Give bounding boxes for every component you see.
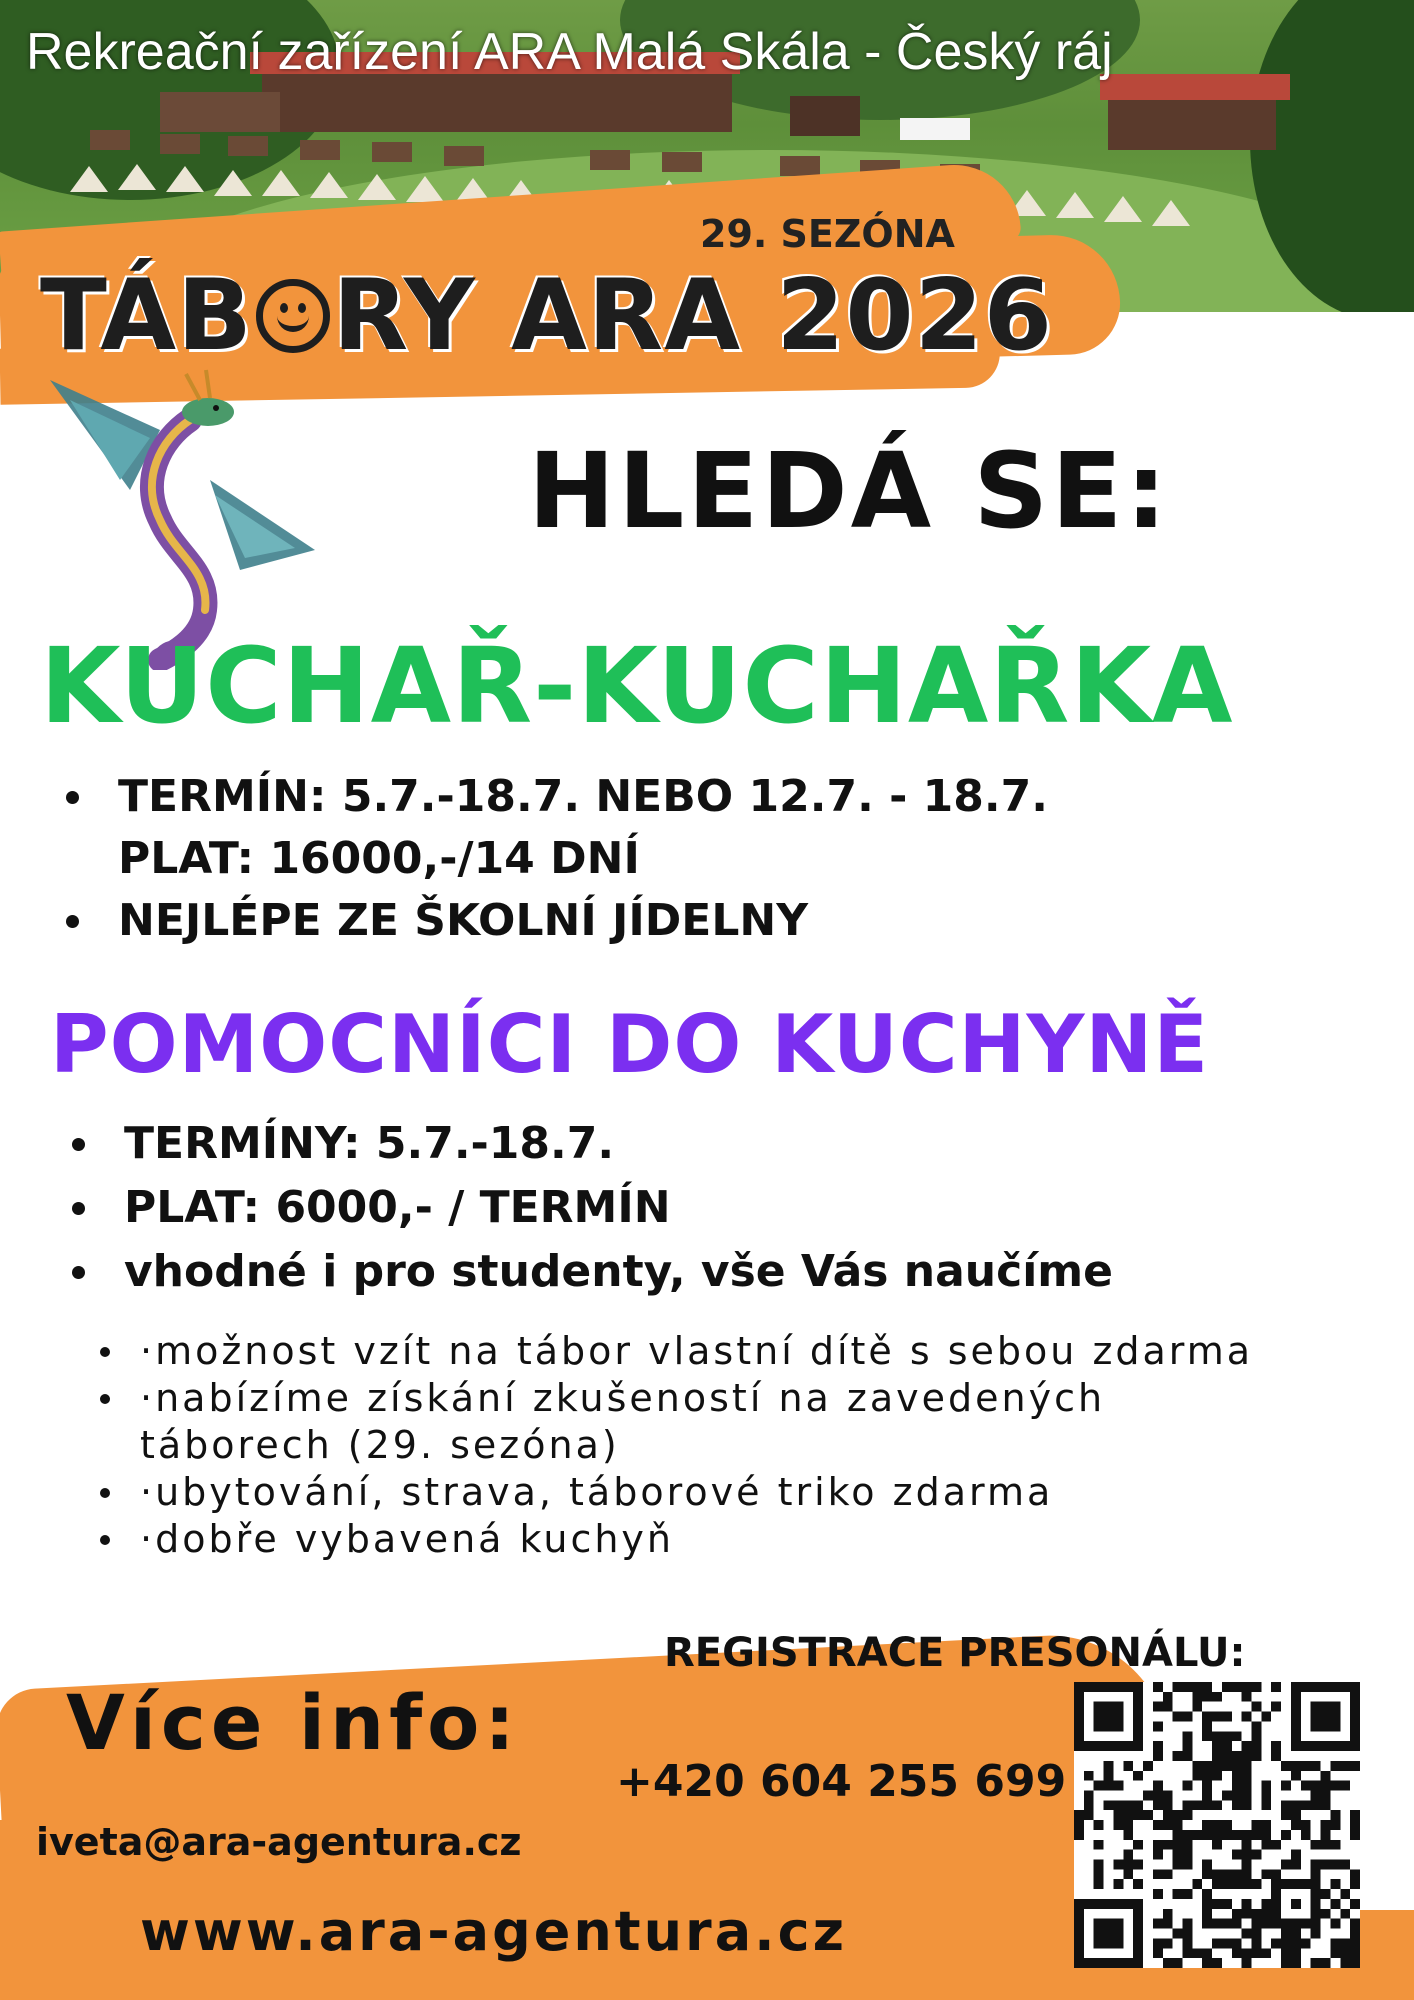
helpers-students-item: vhodné i pro studenty, vše Vás naučíme <box>72 1240 1113 1304</box>
more-info-heading: Více info: <box>66 1678 520 1767</box>
benefit-item: ·možnost vzít na tábor vlastní dítě s sebou zdarma <box>100 1328 1253 1375</box>
main-title <box>40 259 1053 373</box>
cook-preference-item: NEJLÉPE ZE ŠKOLNÍ JÍDELNY <box>66 890 1048 952</box>
helpers-term-item: TERMÍNY: 5.7.-18.7. <box>72 1112 1113 1176</box>
dragon-illustration <box>10 360 320 670</box>
helpers-title: POMOCNÍCI DO KUCHYNĚ <box>50 998 1210 1091</box>
benefits-list <box>100 1328 1253 1563</box>
registration-label: REGISTRACE PRESONÁLU: <box>664 1630 1246 1676</box>
cook-term-item: TERMÍN: 5.7.-18.7. NEBO 12.7. - 18.7. <box>66 766 1048 828</box>
helpers-salary-item: PLAT: 6000,- / TERMÍN <box>72 1176 1113 1240</box>
cook-salary-item: PLAT: 16000,-/14 DNÍ <box>118 833 640 884</box>
title-part-2: RY ARA 2026 <box>332 259 1053 373</box>
website-link[interactable]: www.ara-agentura.cz <box>140 1900 848 1963</box>
cook-details-list <box>66 766 1048 952</box>
benefit-item: ·nabízíme získání zkušeností na zavedených <box>100 1375 1253 1422</box>
benefit-item-continuation: táborech (29. sezóna) <box>140 1423 620 1467</box>
season-label: 29. SEZÓNA <box>700 212 955 256</box>
smiley-icon <box>256 279 330 353</box>
header-caption: Rekreační zařízení ARA Malá Skála - Český ráj <box>26 23 1113 81</box>
title-part-1: TÁB <box>40 259 253 373</box>
email-link[interactable]: iveta@ara-agentura.cz <box>36 1820 522 1864</box>
phone-number[interactable]: +420 604 255 699 <box>616 1756 1067 1807</box>
qr-code[interactable] <box>1074 1682 1360 1968</box>
cook-title: KUCHAŘ-KUCHAŘKA <box>40 625 1234 747</box>
benefit-item: ·ubytování, strava, táborové triko zdarma <box>100 1469 1253 1516</box>
benefit-item: ·dobře vybavená kuchyň <box>100 1516 1253 1563</box>
wanted-heading: HLEDÁ SE: <box>528 430 1170 552</box>
helpers-details-list <box>72 1112 1113 1304</box>
